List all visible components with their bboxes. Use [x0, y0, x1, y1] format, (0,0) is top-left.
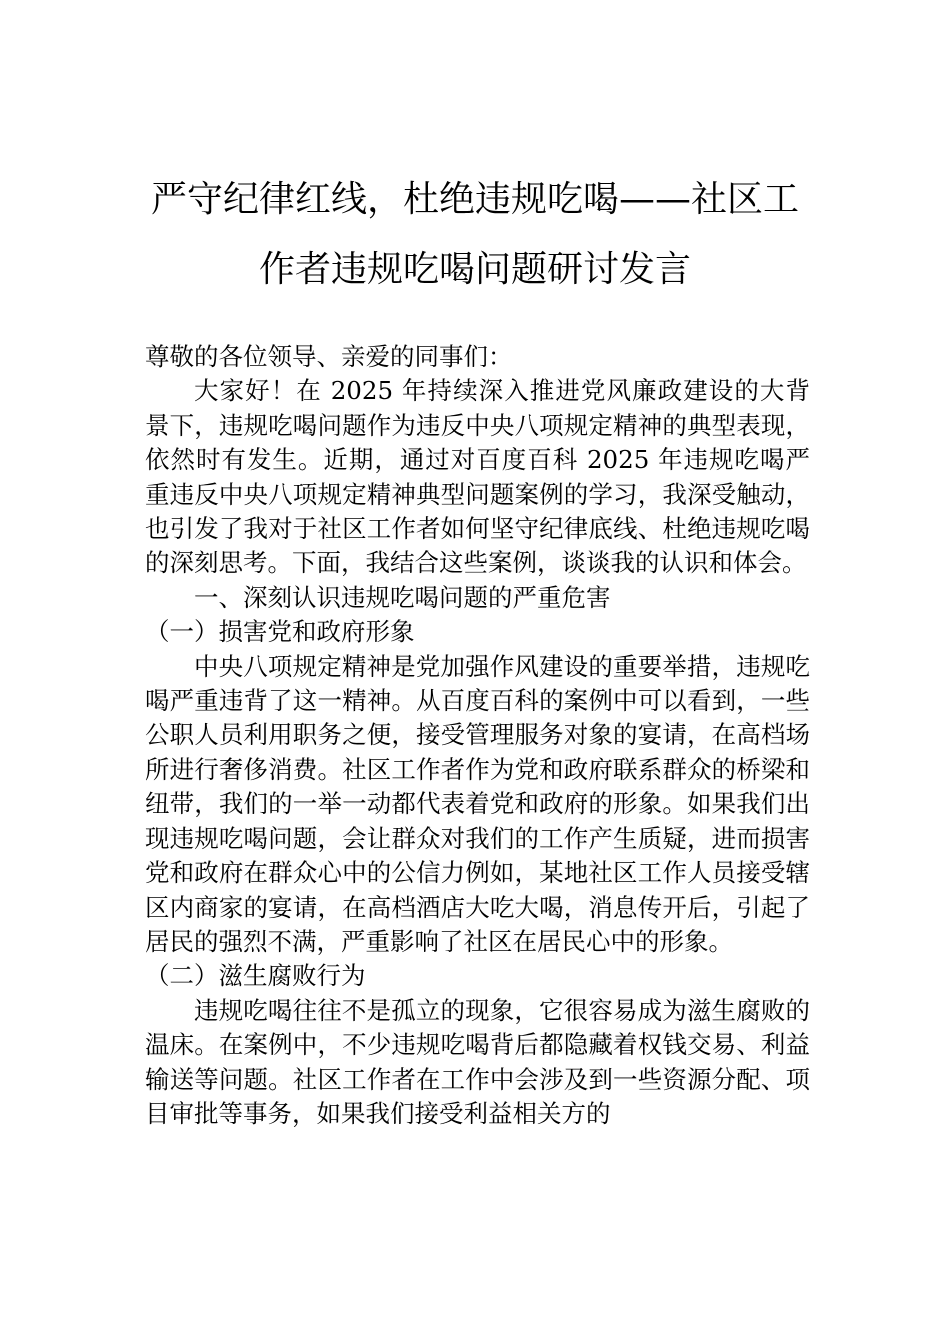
subsection-heading-1: （一）损害党和政府形象	[145, 617, 415, 647]
intro-paragraph: 大家好！在 2025 年持续深入推进党风廉政建设的大背景下，违规吃喝问题作为违反中央八项规定精神的典型表现，依然时有发生。近期，通过对百度百科 2025 年违规吃喝严重违反中央八项规定精神典型问题案例的学习，我深受触动，也引发了我对于社区工作者如何坚守纪律底线、杜绝违规吃喝的深刻思考。下面，我结合这些案例，谈谈我的认识和体会。	[145, 376, 810, 578]
section-heading-1: 一、深刻认识违规吃喝问题的严重危害	[194, 582, 611, 612]
document-body	[145, 340, 810, 1131]
salutation: 尊敬的各位领导、亲爱的同事们：	[145, 342, 513, 371]
body-paragraph-1: 中央八项规定精神是党加强作风建设的重要举措，违规吃喝严重违背了这一精神。从百度百科的案例中可以看到，一些公职人员利用职务之便，接受管理服务对象的宴请，在高档场所进行奢侈消费。社区工作者作为党和政府联系群众的桥梁和纽带，我们的一举一动都代表着党和政府的形象。如果我们出现违规吃喝问题，会让群众对我们的工作产生质疑，进而损害党和政府在群众心中的公信力例如，某地社区工作人员接受辖区内商家的宴请，在高档酒店大吃大喝，消息传开后，引起了居民的强烈不满，严重影响了社区在居民心中的形象。	[145, 651, 810, 956]
body-paragraph-2: 违规吃喝往往不是孤立的现象，它很容易成为滋生腐败的温床。在案例中，不少违规吃喝背后都隐藏着权钱交易、利益输送等问题。社区工作者在工作中会涉及到一些资源分配、项目审批等事务，如果我们接受利益相关方的	[145, 995, 810, 1128]
document-title-line-2: 作者违规吃喝问题研讨发言	[258, 249, 691, 290]
document-title-line-1: 严守纪律红线，杜绝违规吃喝——社区工	[150, 179, 799, 220]
subsection-heading-2: （二）滋生腐败行为	[145, 961, 366, 991]
